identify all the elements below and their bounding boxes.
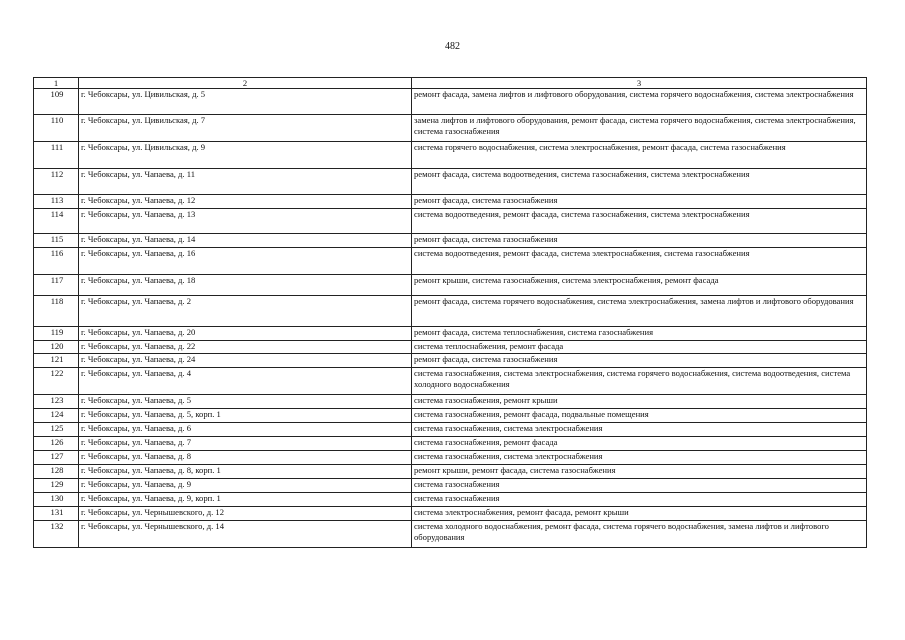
address-cell: г. Чебоксары, ул. Цивильская, д. 7 [79,115,412,142]
row-number-cell: 124 [34,409,79,423]
address-cell: г. Чебоксары, ул. Чернышевского, д. 12 [79,507,412,521]
row-number-cell: 122 [34,368,79,395]
table-row [34,507,867,521]
address-cell: г. Чебоксары, ул. Чернышевского, д. 14 [79,521,412,548]
table-row [34,479,867,493]
table-row [34,341,867,354]
address-cell: г. Чебоксары, ул. Чапаева, д. 12 [79,195,412,209]
row-number-cell: 111 [34,142,79,169]
works-cell: ремонт фасада, система теплоснабжения, система газоснабжения [412,327,867,341]
works-cell: система газоснабжения [412,479,867,493]
works-cell: система горячего водоснабжения, система электроснабжения, ремонт фасада, система газоснабжения [412,142,867,169]
row-number-cell: 125 [34,423,79,437]
row-number-cell: 114 [34,209,79,234]
works-cell: система газоснабжения, ремонт фасада [412,437,867,451]
address-cell: г. Чебоксары, ул. Чапаева, д. 8, корп. 1 [79,465,412,479]
building-repair-table [33,77,867,548]
column-header-address: 2 [79,78,412,89]
address-cell: г. Чебоксары, ул. Чапаева, д. 13 [79,209,412,234]
works-cell: система электроснабжения, ремонт фасада, ремонт крыши [412,507,867,521]
works-cell: система газоснабжения [412,493,867,507]
row-number-cell: 128 [34,465,79,479]
address-cell: г. Чебоксары, ул. Чапаева, д. 7 [79,437,412,451]
table-row [34,248,867,275]
address-cell: г. Чебоксары, ул. Чапаева, д. 9, корп. 1 [79,493,412,507]
row-number-cell: 123 [34,395,79,409]
table-row [34,409,867,423]
table-row [34,209,867,234]
works-cell: ремонт фасада, система газоснабжения [412,195,867,209]
row-number-cell: 115 [34,234,79,248]
works-cell: система газоснабжения, ремонт фасада, подвальные помещения [412,409,867,423]
address-cell: г. Чебоксары, ул. Чапаева, д. 24 [79,354,412,368]
address-cell: г. Чебоксары, ул. Цивильская, д. 5 [79,89,412,115]
table-row [34,169,867,195]
works-cell: ремонт фасада, система газоснабжения [412,234,867,248]
table-row [34,115,867,142]
address-cell: г. Чебоксары, ул. Чапаева, д. 5 [79,395,412,409]
works-cell: система газоснабжения, система электроснабжения, система горячего водоснабжения, система водоотведения, система холодного водоснабжения [412,368,867,395]
address-cell: г. Чебоксары, ул. Чапаева, д. 14 [79,234,412,248]
column-header-works: 3 [412,78,867,89]
address-cell: г. Чебоксары, ул. Чапаева, д. 20 [79,327,412,341]
row-number-cell: 113 [34,195,79,209]
row-number-cell: 130 [34,493,79,507]
row-number-cell: 121 [34,354,79,368]
address-cell: г. Чебоксары, ул. Чапаева, д. 4 [79,368,412,395]
works-cell: ремонт фасада, система горячего водоснабжения, система электроснабжения, замена лифтов и лифтового оборудования [412,296,867,327]
row-number-cell: 120 [34,341,79,354]
works-cell: система водоотведения, ремонт фасада, система электроснабжения, система газоснабжения [412,248,867,275]
table-row [34,195,867,209]
address-cell: г. Чебоксары, ул. Чапаева, д. 11 [79,169,412,195]
table-row [34,142,867,169]
row-number-cell: 110 [34,115,79,142]
address-cell: г. Чебоксары, ул. Чапаева, д. 2 [79,296,412,327]
works-cell: система холодного водоснабжения, ремонт фасада, система горячего водоснабжения, замена лифтов и лифтового оборудования [412,521,867,548]
table-row [34,521,867,548]
address-cell: г. Чебоксары, ул. Цивильская, д. 9 [79,142,412,169]
works-cell: система газоснабжения, система электроснабжения [412,451,867,465]
works-cell: замена лифтов и лифтового оборудования, ремонт фасада, система горячего водоснабжения, система электроснабжения, система газоснабжения [412,115,867,142]
table-row [34,89,867,115]
table-row [34,451,867,465]
row-number-cell: 132 [34,521,79,548]
table-row [34,234,867,248]
address-cell: г. Чебоксары, ул. Чапаева, д. 22 [79,341,412,354]
table-row [34,395,867,409]
works-cell: система газоснабжения, система электроснабжения [412,423,867,437]
row-number-cell: 126 [34,437,79,451]
row-number-cell: 129 [34,479,79,493]
table-row [34,423,867,437]
works-cell: ремонт фасада, система водоотведения, система газоснабжения, система электроснабжения [412,169,867,195]
row-number-cell: 109 [34,89,79,115]
row-number-cell: 127 [34,451,79,465]
works-cell: ремонт фасада, замена лифтов и лифтового оборудования, система горячего водоснабжения, система электроснабжения [412,89,867,115]
row-number-cell: 117 [34,275,79,296]
table-row [34,275,867,296]
address-cell: г. Чебоксары, ул. Чапаева, д. 9 [79,479,412,493]
table-row [34,465,867,479]
table-header-row [34,78,867,89]
page-number: 482 [445,41,460,52]
works-cell: ремонт крыши, система газоснабжения, система электроснабжения, ремонт фасада [412,275,867,296]
row-number-cell: 116 [34,248,79,275]
row-number-cell: 118 [34,296,79,327]
table-row [34,327,867,341]
address-cell: г. Чебоксары, ул. Чапаева, д. 18 [79,275,412,296]
works-cell: система водоотведения, ремонт фасада, система газоснабжения, система электроснабжения [412,209,867,234]
table-row [34,493,867,507]
table-row [34,354,867,368]
row-number-cell: 131 [34,507,79,521]
row-number-cell: 119 [34,327,79,341]
row-number-cell: 112 [34,169,79,195]
table-row [34,368,867,395]
table-row [34,296,867,327]
works-cell: система газоснабжения, ремонт крыши [412,395,867,409]
address-cell: г. Чебоксары, ул. Чапаева, д. 6 [79,423,412,437]
address-cell: г. Чебоксары, ул. Чапаева, д. 8 [79,451,412,465]
works-cell: ремонт фасада, система газоснабжения [412,354,867,368]
works-cell: система теплоснабжения, ремонт фасада [412,341,867,354]
column-header-number: 1 [34,78,79,89]
table-row [34,437,867,451]
address-cell: г. Чебоксары, ул. Чапаева, д. 5, корп. 1 [79,409,412,423]
address-cell: г. Чебоксары, ул. Чапаева, д. 16 [79,248,412,275]
works-cell: ремонт крыши, ремонт фасада, система газоснабжения [412,465,867,479]
